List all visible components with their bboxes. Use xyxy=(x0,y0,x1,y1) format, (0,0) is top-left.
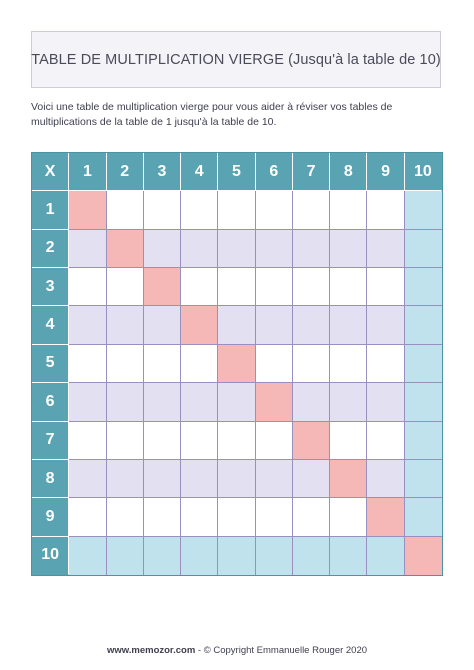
answer-cell[interactable] xyxy=(144,422,181,460)
answer-cell[interactable] xyxy=(107,191,144,229)
row-header: 10 xyxy=(32,537,69,575)
diagonal-cell[interactable] xyxy=(293,422,330,460)
corner-header: X xyxy=(32,153,69,191)
answer-cell[interactable] xyxy=(181,422,218,460)
multiplication-grid xyxy=(31,152,443,576)
answer-cell[interactable] xyxy=(367,191,404,229)
answer-cell[interactable] xyxy=(367,537,404,575)
footer-copyright: - © Copyright Emmanuelle Rouger 2020 xyxy=(195,645,368,656)
answer-cell[interactable] xyxy=(256,460,293,498)
answer-cell[interactable] xyxy=(256,191,293,229)
answer-cell[interactable] xyxy=(69,268,106,306)
row-header: 6 xyxy=(32,383,69,421)
diagonal-cell[interactable] xyxy=(256,383,293,421)
answer-cell[interactable] xyxy=(293,345,330,383)
title-box xyxy=(31,31,441,88)
answer-cell[interactable] xyxy=(367,460,404,498)
row-header: 2 xyxy=(32,230,69,268)
diagonal-cell[interactable] xyxy=(144,268,181,306)
answer-cell[interactable] xyxy=(256,345,293,383)
row-header: 8 xyxy=(32,460,69,498)
answer-cell[interactable] xyxy=(69,537,106,575)
column-header: 4 xyxy=(181,153,218,191)
answer-cell[interactable] xyxy=(330,230,367,268)
answer-cell[interactable] xyxy=(107,268,144,306)
answer-cell[interactable] xyxy=(293,306,330,344)
answer-cell[interactable] xyxy=(293,268,330,306)
answer-cell[interactable] xyxy=(405,191,442,229)
answer-cell[interactable] xyxy=(107,422,144,460)
answer-cell[interactable] xyxy=(405,498,442,536)
intro-text: Voici une table de multiplication vierge pour vous aider à réviser vos tables de multiplications de la table de 1 jusqu'à la table de 10. xyxy=(31,101,393,128)
answer-cell[interactable] xyxy=(256,537,293,575)
column-header: 2 xyxy=(107,153,144,191)
answer-cell[interactable] xyxy=(144,498,181,536)
answer-cell[interactable] xyxy=(293,537,330,575)
answer-cell[interactable] xyxy=(293,383,330,421)
row-header: 3 xyxy=(32,268,69,306)
answer-cell[interactable] xyxy=(69,498,106,536)
answer-cell[interactable] xyxy=(181,230,218,268)
answer-cell[interactable] xyxy=(405,306,442,344)
answer-cell[interactable] xyxy=(144,230,181,268)
answer-cell[interactable] xyxy=(144,383,181,421)
answer-cell[interactable] xyxy=(218,460,255,498)
answer-cell[interactable] xyxy=(405,345,442,383)
footer xyxy=(0,645,474,656)
diagonal-cell[interactable] xyxy=(181,306,218,344)
answer-cell[interactable] xyxy=(330,383,367,421)
diagonal-cell[interactable] xyxy=(405,537,442,575)
answer-cell[interactable] xyxy=(405,230,442,268)
answer-cell[interactable] xyxy=(330,498,367,536)
row-header: 4 xyxy=(32,306,69,344)
answer-cell[interactable] xyxy=(144,345,181,383)
answer-cell[interactable] xyxy=(181,537,218,575)
answer-cell[interactable] xyxy=(293,498,330,536)
answer-cell[interactable] xyxy=(144,460,181,498)
answer-cell[interactable] xyxy=(69,460,106,498)
answer-cell[interactable] xyxy=(367,422,404,460)
answer-cell[interactable] xyxy=(330,191,367,229)
diagonal-cell[interactable] xyxy=(107,230,144,268)
answer-cell[interactable] xyxy=(256,268,293,306)
answer-cell[interactable] xyxy=(367,345,404,383)
answer-cell[interactable] xyxy=(181,460,218,498)
row-header: 1 xyxy=(32,191,69,229)
answer-cell[interactable] xyxy=(107,306,144,344)
answer-cell[interactable] xyxy=(218,498,255,536)
answer-cell[interactable] xyxy=(218,537,255,575)
answer-cell[interactable] xyxy=(256,422,293,460)
answer-cell[interactable] xyxy=(330,268,367,306)
answer-cell[interactable] xyxy=(256,230,293,268)
answer-cell[interactable] xyxy=(218,268,255,306)
answer-cell[interactable] xyxy=(330,306,367,344)
answer-cell[interactable] xyxy=(69,345,106,383)
answer-cell[interactable] xyxy=(367,306,404,344)
row-header: 9 xyxy=(32,498,69,536)
answer-cell[interactable] xyxy=(367,230,404,268)
column-header: 10 xyxy=(405,153,442,191)
column-header: 7 xyxy=(293,153,330,191)
answer-cell[interactable] xyxy=(218,230,255,268)
answer-cell[interactable] xyxy=(367,268,404,306)
answer-cell[interactable] xyxy=(144,537,181,575)
answer-cell[interactable] xyxy=(405,268,442,306)
column-header: 8 xyxy=(330,153,367,191)
answer-cell[interactable] xyxy=(293,191,330,229)
column-header: 1 xyxy=(69,153,106,191)
grid-body xyxy=(32,153,442,575)
answer-cell[interactable] xyxy=(293,460,330,498)
answer-cell[interactable] xyxy=(218,422,255,460)
answer-cell[interactable] xyxy=(181,498,218,536)
footer-site-link[interactable]: www.memozor.com xyxy=(106,645,196,656)
answer-cell[interactable] xyxy=(256,306,293,344)
answer-cell[interactable] xyxy=(144,191,181,229)
column-header: 5 xyxy=(218,153,255,191)
answer-cell[interactable] xyxy=(181,383,218,421)
answer-cell[interactable] xyxy=(330,422,367,460)
answer-cell[interactable] xyxy=(181,191,218,229)
answer-cell[interactable] xyxy=(218,191,255,229)
column-header: 9 xyxy=(367,153,404,191)
answer-cell[interactable] xyxy=(69,383,106,421)
diagonal-cell[interactable] xyxy=(69,191,106,229)
answer-cell[interactable] xyxy=(69,230,106,268)
answer-cell[interactable] xyxy=(107,345,144,383)
answer-cell[interactable] xyxy=(330,345,367,383)
column-header: 3 xyxy=(144,153,181,191)
answer-cell[interactable] xyxy=(405,383,442,421)
answer-cell[interactable] xyxy=(69,422,106,460)
answer-cell[interactable] xyxy=(107,460,144,498)
answer-cell[interactable] xyxy=(405,460,442,498)
diagonal-cell[interactable] xyxy=(367,498,404,536)
diagonal-cell[interactable] xyxy=(218,345,255,383)
answer-cell[interactable] xyxy=(367,383,404,421)
answer-cell[interactable] xyxy=(107,537,144,575)
answer-cell[interactable] xyxy=(218,383,255,421)
answer-cell[interactable] xyxy=(256,498,293,536)
answer-cell[interactable] xyxy=(330,537,367,575)
row-header: 5 xyxy=(32,345,69,383)
answer-cell[interactable] xyxy=(107,383,144,421)
answer-cell[interactable] xyxy=(181,345,218,383)
column-header: 6 xyxy=(256,153,293,191)
answer-cell[interactable] xyxy=(107,498,144,536)
answer-cell[interactable] xyxy=(144,306,181,344)
answer-cell[interactable] xyxy=(69,306,106,344)
diagonal-cell[interactable] xyxy=(330,460,367,498)
answer-cell[interactable] xyxy=(218,306,255,344)
answer-cell[interactable] xyxy=(181,268,218,306)
page-title: TABLE DE MULTIPLICATION VIERGE (Jusqu'à la table de 10) xyxy=(31,51,441,68)
row-header: 7 xyxy=(32,422,69,460)
answer-cell[interactable] xyxy=(405,422,442,460)
answer-cell[interactable] xyxy=(293,230,330,268)
